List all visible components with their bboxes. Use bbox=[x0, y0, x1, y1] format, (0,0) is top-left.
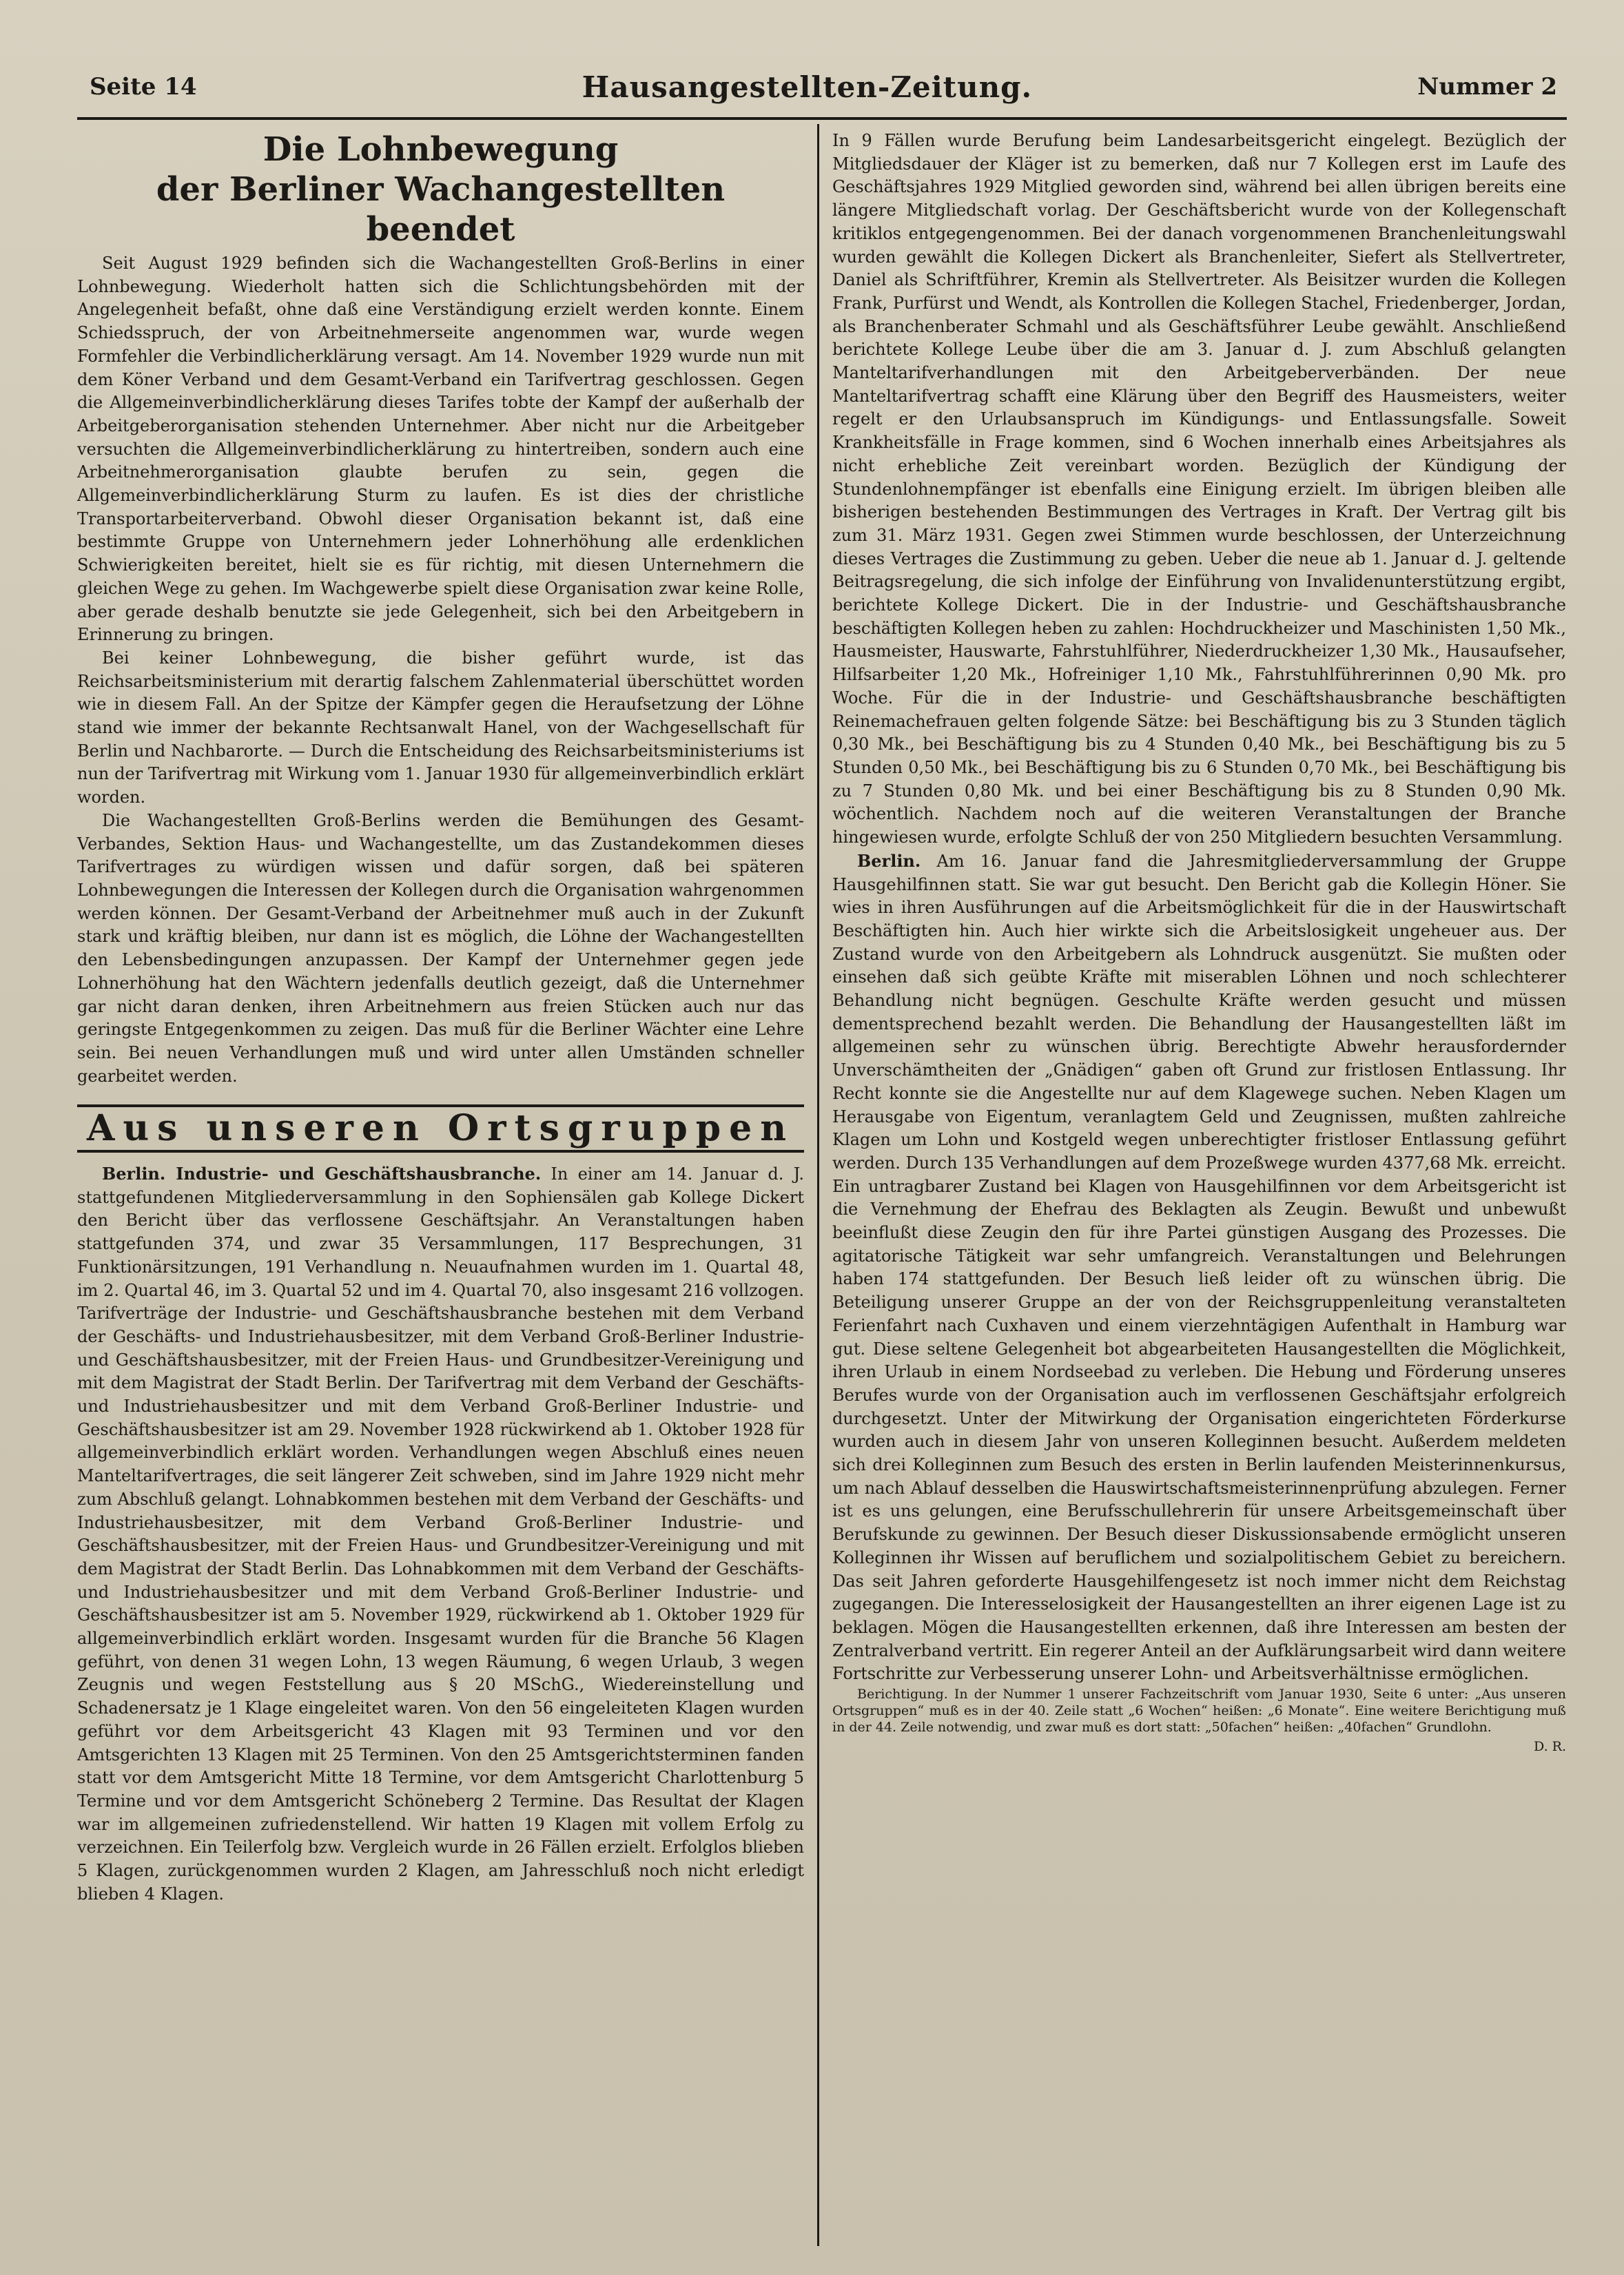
page-number: Seite 14 bbox=[90, 73, 197, 101]
article-paragraph: Bei keiner Lohnbewegung, die bisher geführt wurde, ist das Reichsarbeitsministerium mit derartig falschem Zahlenmaterial überschüttet worden wie in diesem Fall. An der Spitze der Kämpfer gegen die Heraufsetzung der Löhne stand wie immer der bekannte Rechtsanwalt Hanel, von der Wachgesellschaft für Berlin und Nachbarorte. — Durch die Entscheidung des Reichsarbeitsministeriums ist nun der Tarifvertrag mit Wirkung vom 1. Januar 1930 für allgemeinverbindlich erklärt worden. bbox=[77, 648, 804, 807]
column-divider bbox=[817, 124, 819, 2246]
report-lead: Berlin. Industrie- und Geschäftshausbranche. bbox=[102, 1164, 542, 1184]
report-lead: Berlin. bbox=[857, 850, 921, 871]
headline-line-2: der Berliner Wachangestellten beendet bbox=[156, 170, 726, 249]
section-heading: Aus unseren Ortsgruppen bbox=[77, 1104, 804, 1153]
right-column bbox=[832, 130, 1566, 1759]
page-header bbox=[90, 66, 1557, 107]
article-paragraph: Die Wachangestellten Groß-Berlins werden die Bemühungen des Gesamt-Verbandes, Sektion Haus- und Wachangestellte, um das Zustandekommen dieses Tarifvertrages zu würdigen wissen und dafür sorgen, daß bei späteren Lohnbewegungen die Interessen der Kollegen durch die Organisation wahrgenommen werden können. Der Gesamt-Verband der Arbeitnehmer muß auch in der Zukunft stark und kräftig bleiben, nur dann ist es möglich, die Löhne der Wachangestellten den Lebensbedingungen anzupassen. Der Kampf der Unternehmer gegen jede Lohnerhöhung hat den Wächtern jedenfalls deutlich gezeigt, daß die Unternehmer gar nicht daran denken, ihren Arbeitnehmern aus freien Stücken auch nur das geringste Entgegenkommen zu zeigen. Das muß für die Berliner Wächter eine Lehre sein. Bei neuen Verhandlungen muß und wird unter allen Umständen schneller gearbeitet werden. bbox=[77, 810, 804, 1086]
issue-number: Nummer 2 bbox=[1417, 73, 1557, 101]
left-column bbox=[77, 130, 804, 1906]
report-paragraph bbox=[832, 850, 1566, 1686]
correction-note: Berichtigung. In der Nummer 1 unserer Fachzeitschrift vom Januar 1930, Seite 6 unter: „Aus unseren Ortsgruppen“ muß es in der 40. Zeile statt „6 Wochen“ heißen: „6 Monate“. Eine weitere Berichtigung muß in der 44. Zeile notwendig, und zwar muß es dort statt: „50fachen“ heißen: „40fachen“ Grundlohn. bbox=[832, 1687, 1566, 1736]
article-paragraph: Seit August 1929 befinden sich die Wachangestellten Groß-Berlins in einer Lohnbewegung. Wiederholt hatten sich die Schlichtungsbehörden mit der Angelegenheit befaßt, ohne daß eine Verständigung erzielt werden konnte. Einem Schiedsspruch, der von Arbeitnehmerseite angenommen war, wurde wegen Formfehler die Verbindlicherklärung versagt. Am 14. November 1929 wurde nun mit dem Köner Verband und dem Gesamt-Verband ein Tarifvertrag geschlossen. Gegen die Allgemeinverbindlicherklärung dieses Tarifes tobte der Kampf der außerhalb der Arbeitgeberorganisation stehenden Unternehmer. Aber nicht nur die Arbeitgeber versuchten die Allgemeinverbindlicherklärung zu hintertreiben, sondern auch eine Arbeitnehmerorganisation glaubte berufen zu sein, gegen die Allgemeinverbindlicherklärung Sturm zu laufen. Es ist dies der christliche Transportarbeiterverband. Obwohl dieser Organisation bekannt ist, daß eine bestimmte Gruppe von Unternehmern jeder Lohnerhöhung alle erdenklichen Schwierigkeiten bereitet, hielt sie es für richtig, mit diesen Unternehmern die gleichen Wege zu gehen. Im Wachgewerbe spielt diese Organisation zwar keine Rolle, aber gerade deshalb benutzte sie jede Gelegenheit, sich bei den Arbeitgebern in Erinnerung zu bringen. bbox=[77, 254, 804, 645]
report-paragraph: In 9 Fällen wurde Berufung beim Landesarbeitsgericht eingelegt. Bezüglich der Mitgliedsdauer der Kläger ist zu bemerken, daß nur 7 Kollegen erst im Laufe des Geschäftsjahres 1929 Mitglied geworden sind, während bei allen übrigen bereits eine längere Mitgliedschaft vorlag. Der Geschäftsbericht wurde von der Kollegenschaft kritiklos entgegengenommen. Bei der danach vorgenommenen Branchenleitungswahl wurden gewählt die Kollegen Dickert als Branchenleiter, Siefert als Stellvertreter, Daniel als Schriftführer, Kremin als Stellvertreter. Als Beisitzer wurden die Kollegen Frank, Purfürst und Wendt, als Kontrollen die Kollegen Stachel, Friedenberger, Jordan, als Branchenberater Schmahl und als Geschäftsführer Leube gewählt. Anschließend berichtete Kollege Leube über die am 3. Januar d. J. zum Abschluß gelangten Manteltarifverhandlungen mit den Arbeitgeberverbänden. Der neue Manteltarifvertrag schafft eine Klärung über den Begriff des Hausmeisters, weiter regelt er den Urlaubsanspruch im Kündigungs- und Entlassungsfalle. Soweit Krankheitsfälle in Frage kommen, sind 6 Wochen innerhalb eines Arbeitsjahres als nicht erhebliche Zeit vereinbart worden. Bezüglich der Kündigung der Stundenlohnempfänger ist ebenfalls eine Einigung erzielt. Im übrigen bleiben alle bisherigen bestehenden Bestimmungen des Vertrages in Kraft. Der Vertrag gilt bis zum 31. März 1931. Gegen zwei Stimmen wurde beschlossen, der Unterzeichnung dieses Vertrages die Zustimmung zu geben. Ueber die neue ab 1. Januar d. J. geltende Beitragsregelung, die sich infolge der Einführung von Invalidenunterstützung ergibt, berichtete Kollege Dickert. Die in der Industrie- und Geschäftshausbranche beschäftigten Kollegen heben zu zahlen: Hochdruckheizer und Maschinisten 1,50 Mk., Hausmeister, Hauswarte, Fahrstuhlführer, Niederdruckheizer 1,30 Mk., Hausaufseher, Hilfsarbeiter 1,20 Mk., Hofreiniger 1,10 Mk., Fahrstuhlführerinnen 0,90 Mk. pro Woche. Für die in der Industrie- und Geschäftshausbranche beschäftigten Reinemachefrauen gelten folgende Sätze: bei Beschäftigung bis zu 3 Stunden täglich 0,30 Mk., bei Beschäftigung bis zu 4 Stunden 0,40 Mk., bei Beschäftigung bis zu 5 Stunden 0,50 Mk., bei Beschäftigung bis zu 6 Stunden 0,70 Mk., bei Beschäftigung bis zu 7 Stunden 0,80 Mk. und bei einer Beschäftigung bis zu 8 Stunden 0,90 Mk. wöchentlich. Nachdem noch auf die weiteren Veranstaltungen der Branche hingewiesen wurde, erfolgte Schluß der von 250 Mitgliedern besuchten Versammlung. bbox=[832, 131, 1566, 847]
newspaper-title: Hausangestellten-Zeitung. bbox=[582, 70, 1033, 104]
editor-signature: D. R. bbox=[1534, 1739, 1566, 1755]
report-text: In einer am 14. Januar d. J. stattgefundenen Mitgliederversammlung in den Sophiensälen gab Kollege Dickert den Bericht über das verflossene Geschäftsjahr. An Veranstaltungen haben stattgefunden 374, und zwar 35 Versammlungen, 117 Besprechungen, 31 Funktionärsitzungen, 191 Verhandlung n. Neuaufnahmen wurden im 1. Quartal 48, im 2. Quartal 46, im 3. Quartal 52 und im 4. Quartal 70, also insgesamt 216 vollzogen. Tarifverträge der Industrie- und Geschäftshausbranche bestehen mit dem Verband der Geschäfts- und Industriehausbesitzer, mit dem Verband Groß-Berliner Industrie- und Geschäftshausbesitzer, mit der Freien Haus- und Grundbesitzer-Vereinigung und mit dem Magistrat der Stadt Berlin. Der Tarifvertrag mit dem Verband der Geschäfts- und Industriehausbesitzer und mit dem Verband Groß-Berliner Industrie- und Geschäftshausbesitzer ist am 29. November 1928 rückwirkend ab 1. Oktober 1928 für allgemeinverbindlich erklärt worden. Verhandlungen wegen Abschluß eines neuen Manteltarifvertrages, die seit längerer Zeit schweben, sind im Jahre 1929 nicht mehr zum Abschluß gelangt. Lohnabkommen bestehen mit dem Verband der Geschäfts- und Industriehausbesitzer, mit dem Verband Groß-Berliner Industrie- und Geschäftshausbesitzer, mit der Freien Haus- und Grundbesitzer-Vereinigung und mit dem Magistrat der Stadt Berlin. Das Lohnabkommen mit dem Verband der Geschäfts- und Industriehausbesitzer und mit dem Verband Groß-Berliner Industrie- und Geschäftshausbesitzer ist am 5. November 1929, rückwirkend ab 1. Oktober 1929 für allgemeinverbindlich erklärt worden. Insgesamt wurden für die Branche 56 Klagen geführt, von denen 31 wegen Lohn, 13 wegen Räumung, 6 wegen Urlaub, 3 wegen Zeugnis und wegen Feststellung aus § 20 MSchG., Wiedereinstellung und Schadenersatz je 1 Klage eingeleitet waren. Von den 56 eingeleiteten Klagen wurden geführt vor dem Arbeitsgericht 43 Klagen mit 93 Terminen und vor den Amtsgerichten 13 Klagen mit 25 Terminen. Von den 25 Amtsgerichtsterminen fanden statt vor dem Amtsgericht Mitte 18 Termine, vor dem Amtsgericht Charlottenburg 5 Termine und vor dem Amtsgericht Schöneberg 2 Termine. Das Resultat der Klagen war im allgemeinen zufriedenstellend. Wir hatten 19 Klagen mit vollem Erfolg zu verzeichnen. Ein Teilerfolg bzw. Vergleich wurde in 26 Fällen erzielt. Erfolglos blieben 5 Klagen, zurückgenommen wurden 2 Klagen, am Jahresschluß noch nicht erledigt blieben 4 Klagen. bbox=[77, 1164, 804, 1904]
header-rule bbox=[77, 117, 1567, 120]
article-headline bbox=[77, 130, 804, 249]
report-paragraph bbox=[77, 1162, 804, 1906]
report-text: Am 16. Januar fand die Jahresmitgliederversammlung der Gruppe Hausgehilfinnen statt. Sie war gut besucht. Den Bericht gab die Kollegin Höner. Sie wies in ihren Ausführungen auf die Arbeitsmöglichkeit für die in der Hauswirtschaft Beschäftigten hin. Auch hier wirkte sich die Arbeitslosigkeit ungeheuer aus. Der Zustand wurde von den Arbeitgebern als Lohndruck ausgenützt. Sie mußten oder einsehen daß sich geübte Kräfte mit miserablen Löhnen und noch schlechterer Behandlung nicht begnügen. Geschulte Kräfte werden gesucht und müssen dementsprechend bezahlt werden. Die Behandlung der Hausangestellten läßt im allgemeinen sehr zu wünschen übrig. Berechtigte Abwehr herausfordernder Unverschämtheiten der „Gnädigen“ gaben oft Grund zur fristlosen Entlassung. Ihr Recht konnte sie die Angestellte nur auf dem Klagewege suchen. Neben Klagen um Herausgabe von Eigentum, veranlagtem Geld und Zeugnissen, mußten zahlreiche Klagen um Lohn und Kostgeld wegen unberechtigter fristloser Entlassung geführt werden. Durch 135 Verhandlungen auf dem Prozeßwege wurden 4377,68 Mk. erreicht. Ein untragbarer Zustand bei Klagen von Hausgehilfinnen vor dem Arbeitsgericht ist die Vernehmung der Ehefrau des Beklagten als Zeugin. Bewußt und unbewußt beeinflußt diese Zeugin den für ihre Partei günstigen Ausgang des Prozesses. Die agitatorische Tätigkeit war sehr umfangreich. Veranstaltungen und Belehrungen haben 174 stattgefunden. Der Besuch ließ leider oft zu wünschen übrig. Die Beteiligung unserer Gruppe an der von der Reichsgruppenleitung veranstalteten Ferienfahrt nach Cuxhaven und einem vierzehntägigen Aufenthalt in Hamburg war gut. Diese seltene Gelegenheit bot abgearbeiteten Hausangestellten die Möglichkeit, ihren Urlaub in einem Nordseebad zu verleben. Die Hebung und Förderung unseres Berufes wurde von der Organisation auch im verflossenen Geschäftsjahr erfolgreich durchgesetzt. Unter der Mitwirkung der Organisation eingerichteten Förderkurse wurden auch in diesem Jahr von unseren Kolleginnen besucht. Außerdem meldeten sich drei Kolleginnen zum Besuch des ersten in Berlin laufenden Meisterinnenkursus, um nach Ablauf desselben die Hauswirtschaftsmeisterinnenprüfung abzulegen. Ferner ist es uns gelungen, eine Berufsschullehrerin für unsere Arbeitsgemeinschaft über Berufskunde zu gewinnen. Der Besuch dieser Diskussionsabende ermöglicht unseren Kolleginnen ihr Wissen auf beruflichem und sozialpolitischem Gebiet zu bereichern. Das seit Jahren geforderte Hausgehilfengesetz ist noch immer nicht dem Reichstag zugegangen. Die Interesselosigkeit der Hausangestellten an ihrer eigenen Lage ist zu beklagen. Mögen die Hausangestellten erkennen, daß ihre Interessen am besten der Zentralverband vertritt. Ein regerer Anteil an der Aufklärungsarbeit wird dann weitere Fortschritte zur Verbesserung unserer Lohn- und Arbeitsverhältnisse ermöglichen. bbox=[832, 851, 1566, 1684]
headline-line-1: Die Lohnbewegung bbox=[263, 130, 619, 169]
